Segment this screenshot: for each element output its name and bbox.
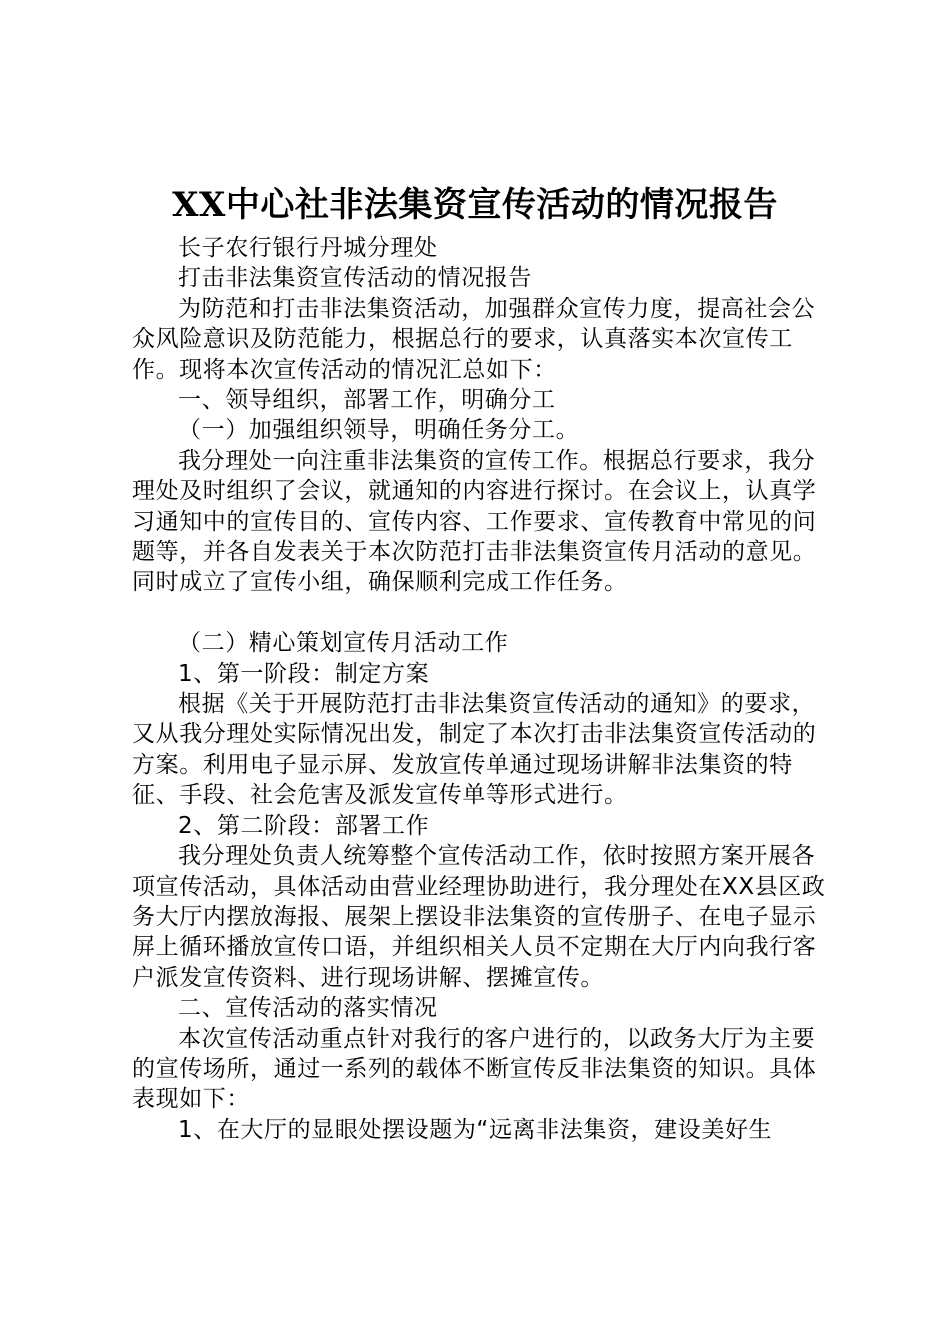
document-title: XX中心社非法集资宣传活动的情况报告 (172, 185, 778, 225)
heading-section-1: 一、领导组织，部署工作，明确分工 (178, 387, 556, 414)
paragraph-stage-2: 我分理处负责人统筹整个宣传活动工作，依时按照方案开展各项宣传活动，具体活动由营业经理协助进行，我分理处在XX县区政务大厅内摆放海报、展架上摆设非法集资的宣传册子、在电子显示屏上循环播放宣传口语，并组织相关人员不定期在大厅内向我行客户派发宣传资料、进行现场讲解、摆摊宣传。 (132, 843, 826, 991)
paragraph-item-1: 1、在大厅的显眼处摆设题为“远离非法集资，建设美好生 (178, 1116, 773, 1143)
paragraph-stage-1: 根据《关于开展防范打击非法集资宣传活动的通知》的要求，又从我分理处实际情况出发，制定了本次打击非法集资宣传活动的方案。利用电子显示屏、发放宣传单通过现场讲解非法集资的特征、手段、社会危害及派发宣传单等形式进行。 (132, 691, 817, 809)
paragraph-introduction: 为防范和打击非法集资活动，加强群众宣传力度，提高社会公众风险意识及防范能力，根据总行的要求，认真落实本次宣传工作。现将本次宣传活动的情况汇总如下： (132, 295, 816, 383)
heading-subsection-1-2: （二）精心策划宣传月活动工作 (178, 630, 509, 657)
heading-stage-2: 2、第二阶段：部署工作 (178, 812, 430, 839)
paragraph-organization: 我分理处一向注重非法集资的宣传工作。根据总行要求，我分理处及时组织了会议，就通知的内容进行探讨。在会议上，认真学习通知中的宣传目的、宣传内容、工作要求、宣传教育中常见的问题等，并各自发表关于本次防范打击非法集资宣传月活动的意见。同时成立了宣传小组，确保顺利完成工作任务。 (132, 447, 817, 596)
blank-line (132, 598, 830, 628)
heading-subsection-1-1: （一）加强组织领导，明确任务分工。 (178, 417, 580, 444)
paragraph-report-subtitle: 打击非法集资宣传活动的情况报告 (178, 265, 532, 292)
paragraph-bank-branch: 长子农行银行丹城分理处 (178, 235, 438, 261)
heading-section-2: 二、宣传活动的落实情况 (178, 995, 438, 1022)
heading-stage-1: 1、第一阶段：制定方案 (178, 660, 430, 687)
document-body (132, 233, 830, 1145)
paragraph-implementation: 本次宣传活动重点针对我行的客户进行的，以政务大厅为主要的宣传场所，通过一系列的载体不断宣传反非法集资的知识。具体表现如下： (132, 1025, 817, 1113)
